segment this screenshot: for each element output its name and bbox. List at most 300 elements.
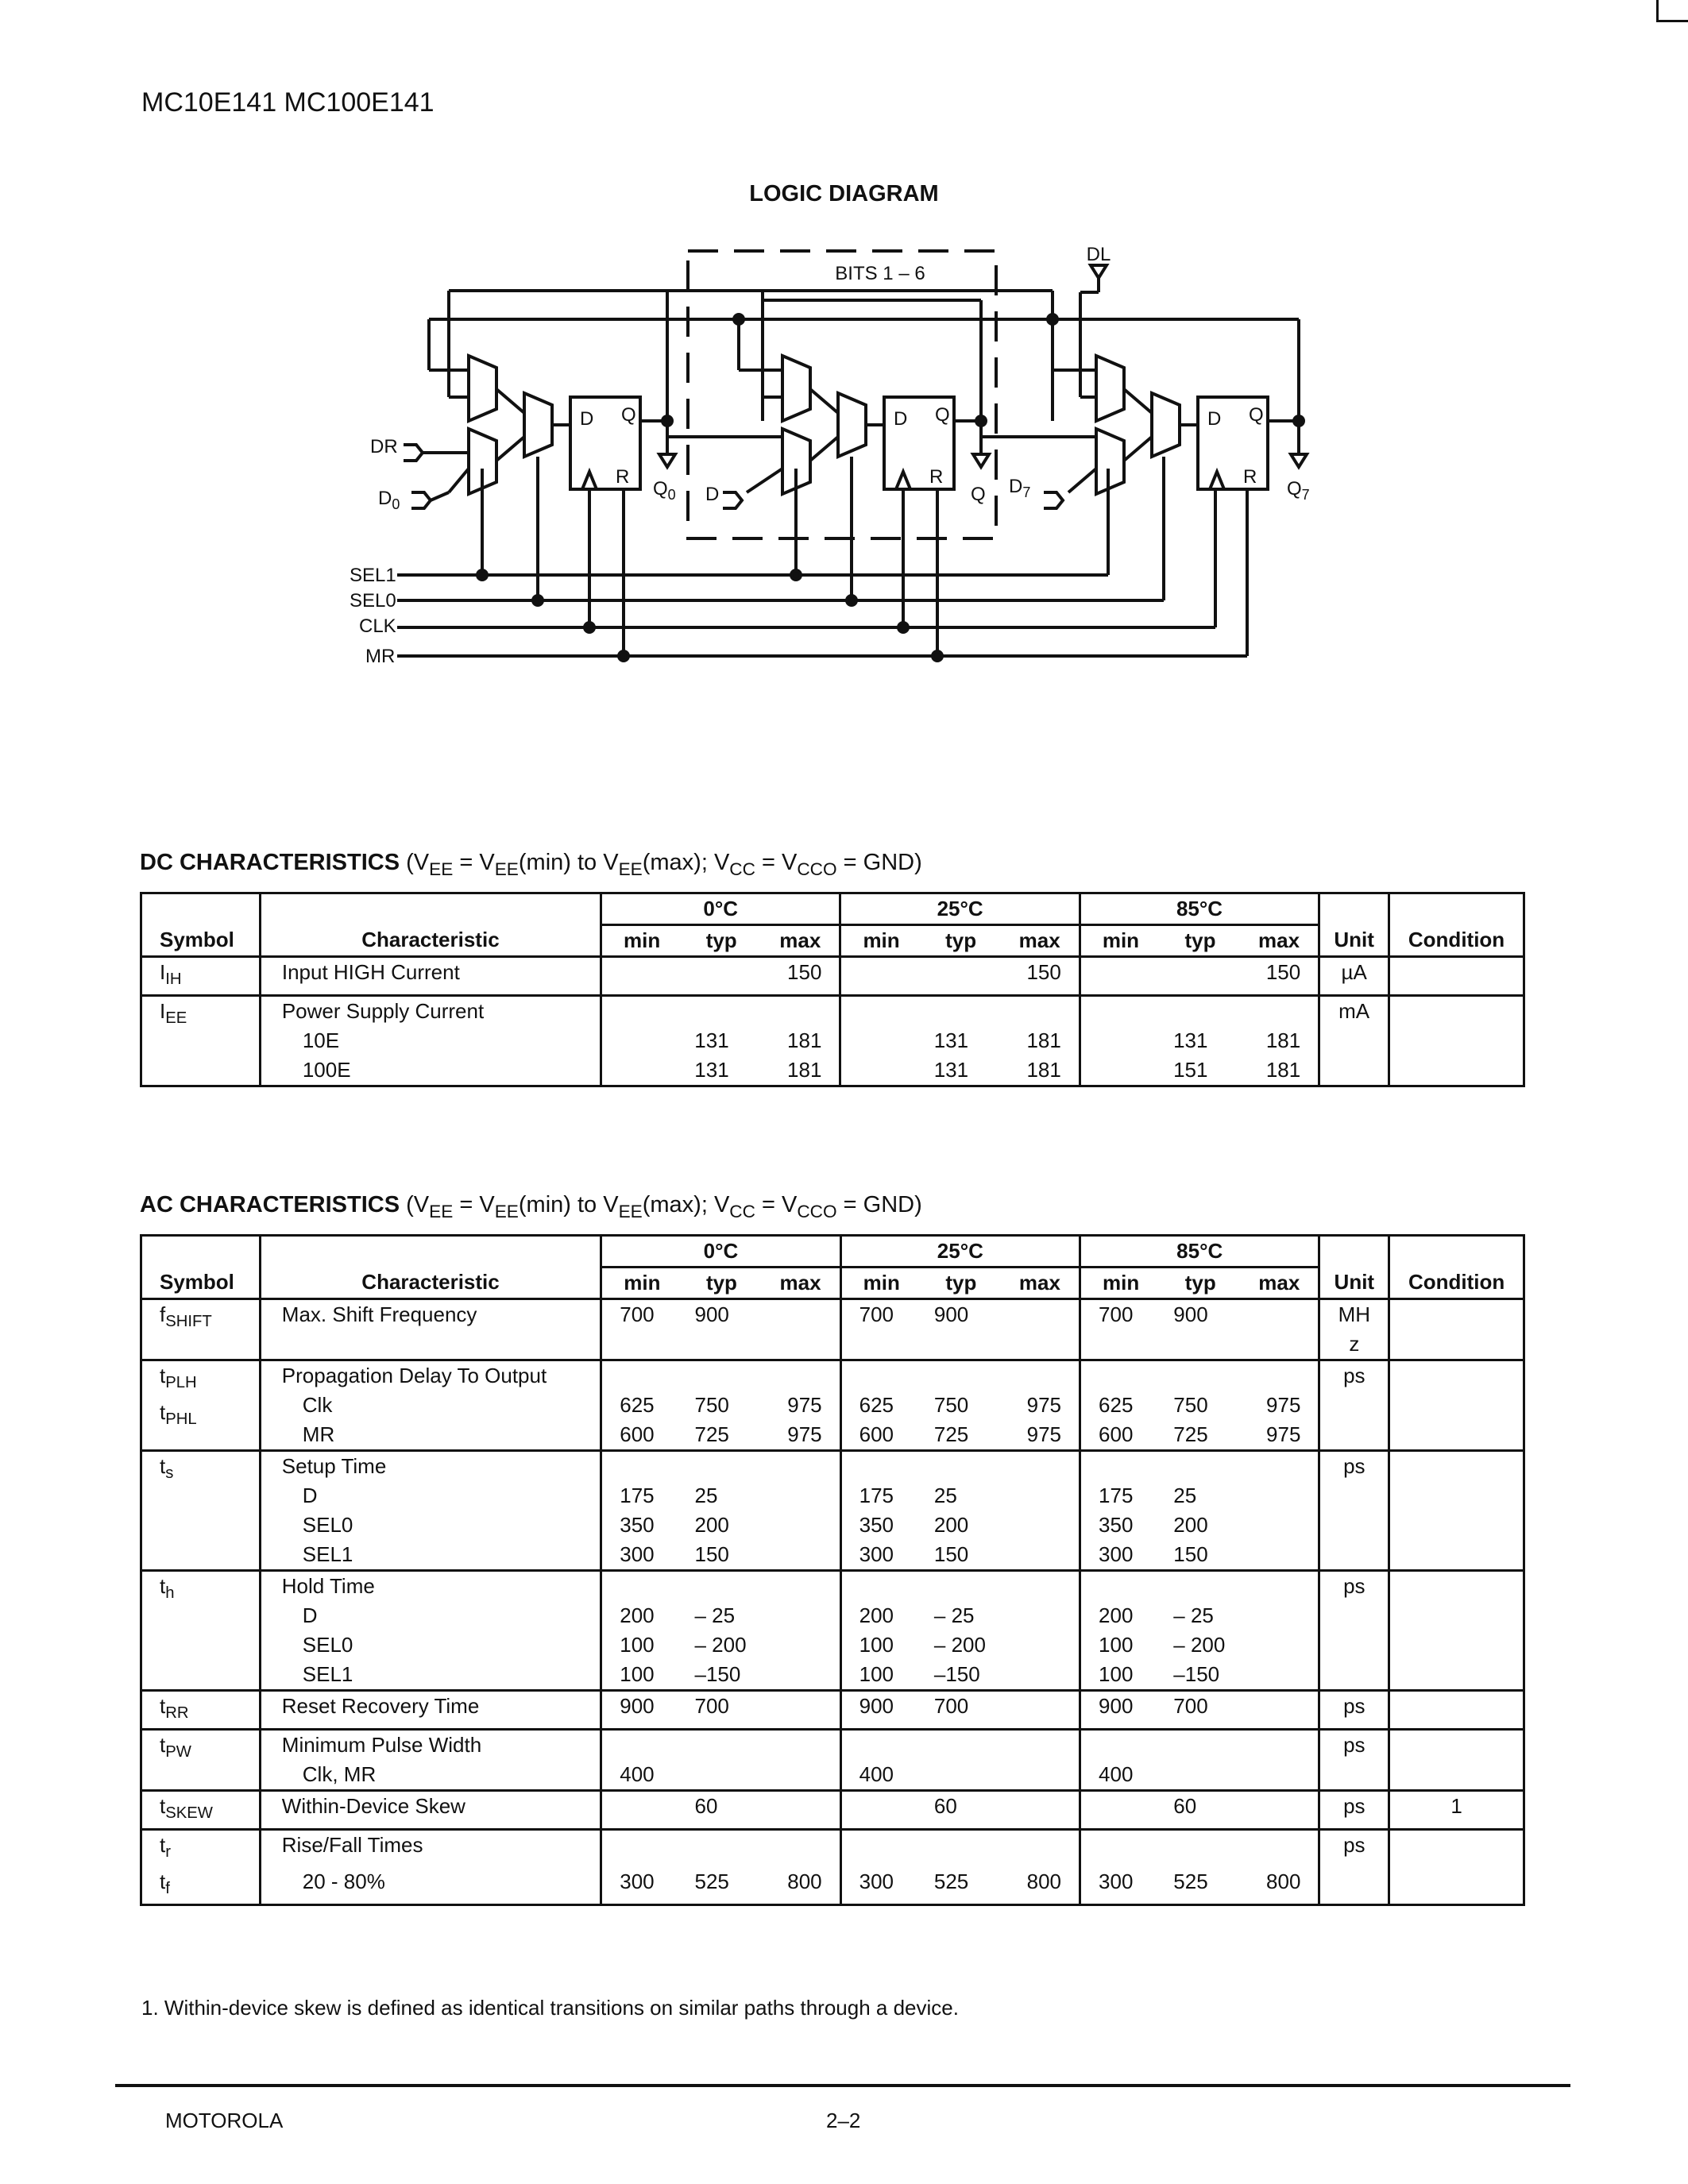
unit-cell: ps [1319, 1360, 1389, 1451]
value-typ [682, 957, 761, 996]
value-min [601, 1360, 682, 1391]
characteristic-cell: Power Supply Current [260, 996, 601, 1027]
value-min [601, 996, 682, 1027]
value-min [1080, 1571, 1161, 1602]
logic-diagram [0, 230, 1688, 691]
max-header: max [1000, 925, 1080, 957]
typ-header: typ [921, 925, 1001, 957]
value-min: 700 [1080, 1299, 1161, 1360]
characteristic-cell: D [260, 1601, 601, 1630]
value-max [1240, 1760, 1319, 1791]
value-typ [1161, 957, 1240, 996]
min-header: min [1080, 1268, 1161, 1299]
condition-cell [1389, 996, 1524, 1086]
value-typ: 60 [921, 1791, 1001, 1830]
characteristic-cell: Clk [260, 1391, 601, 1420]
value-typ [682, 1571, 762, 1602]
unit-cell: ps [1319, 1571, 1389, 1691]
value-min [840, 1730, 921, 1761]
dr-label: DR [370, 436, 398, 457]
value-typ [682, 1451, 762, 1482]
value-typ [682, 1760, 762, 1791]
value-typ: 200 [933, 1513, 969, 1537]
min-header: min [1080, 925, 1161, 957]
svg-text:Q: Q [1249, 404, 1264, 426]
unit-cell: µA [1319, 957, 1389, 996]
d7-input-icon [1044, 492, 1063, 508]
value-max: 181 [1000, 1055, 1080, 1086]
unit-cell: ps [1319, 1451, 1389, 1571]
table-row [141, 1867, 1524, 1905]
value-max [761, 1760, 840, 1791]
value-min [1080, 1730, 1161, 1761]
value-max: 800 [761, 1867, 840, 1905]
value-typ: 131 [694, 1028, 729, 1053]
value-max: 800 [1001, 1867, 1080, 1905]
value-typ: 200 [694, 1513, 729, 1537]
condition-cell [1389, 1730, 1524, 1791]
value-max [1001, 1760, 1080, 1791]
symbol: $I_{IH}$ [160, 960, 182, 989]
symbol-header: Symbol [141, 925, 261, 957]
dc-characteristics-table [140, 892, 1525, 1087]
mr-label: MR [365, 646, 396, 667]
value-max: 975 [1266, 1422, 1301, 1446]
value-typ [1161, 1760, 1240, 1791]
characteristic-cell: Clk, MR [260, 1760, 601, 1791]
svg-text:R: R [616, 466, 630, 488]
value-typ: – 25 [1173, 1603, 1214, 1627]
condition-header: Condition [1389, 1268, 1524, 1299]
value-min: 700 [601, 1299, 682, 1360]
unit-cell: ps [1319, 1830, 1389, 1905]
header-cell [1319, 1236, 1389, 1268]
d-label: D [705, 484, 720, 505]
symbol-cell [141, 1830, 261, 1905]
value-max [761, 1451, 840, 1482]
unit-cell: ps [1319, 1691, 1389, 1730]
value-max [761, 1540, 840, 1571]
symbol: $I_{EE}$ [160, 999, 187, 1028]
value-max: 975 [1026, 1393, 1062, 1417]
value-min: 300 [601, 1867, 682, 1905]
value-max [761, 1630, 840, 1660]
value-max [1240, 1571, 1319, 1602]
clk-label: CLK [359, 615, 396, 637]
characteristic-cell: Rise/Fall Times [260, 1830, 601, 1868]
value-max [761, 1360, 840, 1391]
value-min: 100 [601, 1660, 682, 1691]
value-max: 150 [1240, 957, 1319, 996]
value-typ: – 25 [694, 1603, 736, 1627]
value-max [1001, 1299, 1080, 1360]
value-min: 300 [601, 1540, 682, 1571]
table-row [141, 1451, 1524, 1482]
characteristic-header: Characteristic [260, 1268, 601, 1299]
unit-cell: mA [1319, 996, 1389, 1086]
characteristic-cell: Input HIGH Current [260, 957, 601, 996]
value-typ: 150 [1173, 1542, 1208, 1566]
value-max [1240, 996, 1319, 1027]
value-typ [921, 957, 1001, 996]
value-min: 175 [840, 1481, 921, 1511]
max-header: max [1001, 1268, 1080, 1299]
value-typ: 151 [1161, 1055, 1240, 1086]
value-typ: 131 [1173, 1028, 1208, 1053]
characteristic-cell: Max. Shift Frequency [260, 1299, 601, 1360]
value-min: 900 [1080, 1691, 1161, 1730]
value-max: 150 [761, 957, 840, 996]
table-row [141, 1630, 1524, 1660]
q0-label: $Q_0$ [653, 478, 676, 503]
value-typ [682, 1830, 762, 1868]
value-max [1240, 1540, 1319, 1571]
value-min [840, 1791, 921, 1830]
table-row [141, 1730, 1524, 1761]
value-min [840, 1571, 921, 1602]
value-typ: 25 [1173, 1484, 1197, 1507]
value-max [761, 1601, 840, 1630]
value-min: 350 [840, 1511, 921, 1540]
value-max: 181 [787, 1028, 822, 1053]
header-cell [1389, 1236, 1524, 1268]
value-min: 300 [840, 1867, 921, 1905]
value-max: 975 [787, 1393, 822, 1417]
typ-header: typ [1161, 925, 1240, 957]
value-typ: 900 [1161, 1299, 1240, 1360]
symbol-cell [141, 996, 261, 1086]
value-min [840, 1830, 921, 1868]
value-min [601, 957, 682, 996]
symbol: $t_f$ [160, 1870, 170, 1898]
value-max [1001, 1791, 1080, 1830]
value-max [1240, 1730, 1319, 1761]
value-max [1240, 1451, 1319, 1482]
value-max [761, 1511, 840, 1540]
page-corner-mark [1656, 0, 1688, 22]
value-min: 600 [601, 1420, 682, 1451]
characteristic-cell: Minimum Pulse Width [260, 1730, 601, 1761]
characteristic-cell: MR [260, 1420, 601, 1451]
value-typ: 60 [1161, 1791, 1240, 1830]
condition-cell: 1 [1389, 1791, 1524, 1830]
value-min: 900 [601, 1691, 682, 1730]
symbol-cell [141, 1571, 261, 1691]
value-min [601, 1830, 682, 1868]
symbol: $t_{PLH}$ [160, 1364, 197, 1392]
value-min [1080, 1791, 1161, 1830]
typ-header: typ [682, 925, 761, 957]
value-typ: 725 [933, 1422, 969, 1446]
value-max [1240, 1630, 1319, 1660]
value-typ: 25 [694, 1484, 718, 1507]
value-min [601, 1791, 682, 1830]
value-max [1001, 1691, 1080, 1730]
value-max [1001, 1360, 1080, 1391]
value-min [1080, 1451, 1161, 1482]
value-typ [921, 1760, 1001, 1791]
characteristic-cell: SEL1 [260, 1660, 601, 1691]
symbol: $t_{RR}$ [160, 1694, 189, 1723]
value-max: 181 [761, 1055, 840, 1086]
value-min: 175 [601, 1481, 682, 1511]
d0-input-icon [411, 492, 431, 508]
symbol-cell [141, 957, 261, 996]
characteristic-cell: SEL0 [260, 1511, 601, 1540]
value-max: 975 [787, 1422, 822, 1446]
value-min: 600 [1080, 1420, 1161, 1451]
d-input-icon [723, 492, 742, 508]
condition-header: Condition [1389, 925, 1524, 957]
value-min: 400 [840, 1760, 921, 1791]
value-typ: 525 [682, 1867, 762, 1905]
value-typ [921, 1451, 1001, 1482]
value-min: 300 [1080, 1867, 1161, 1905]
value-typ: 525 [921, 1867, 1001, 1905]
max-header: max [761, 925, 840, 957]
value-typ: –150 [1173, 1662, 1220, 1686]
typ-header: typ [1161, 1268, 1240, 1299]
value-min [1080, 957, 1161, 996]
value-typ: –150 [933, 1662, 980, 1686]
value-min: 300 [840, 1540, 921, 1571]
max-header: max [1240, 1268, 1319, 1299]
characteristic-cell: SEL0 [260, 1630, 601, 1660]
junction-dot [1048, 314, 1057, 324]
table-row [141, 996, 1524, 1027]
svg-text:R: R [1243, 466, 1257, 488]
value-max [761, 1571, 840, 1602]
value-min: 600 [840, 1420, 921, 1451]
svg-text:D: D [580, 408, 594, 430]
value-min: 300 [1080, 1540, 1161, 1571]
value-typ [921, 996, 1001, 1027]
table-row [141, 1760, 1524, 1791]
dl-label: DL [1086, 244, 1111, 265]
value-max [1001, 1511, 1080, 1540]
value-typ: – 200 [694, 1633, 747, 1657]
table-row [141, 957, 1524, 996]
value-max [1240, 1299, 1319, 1360]
value-typ [682, 1360, 762, 1391]
d7-label: $D_7$ [1009, 476, 1031, 500]
value-typ: – 25 [933, 1603, 975, 1627]
symbol: $t_s$ [160, 1454, 174, 1483]
header-cell [260, 893, 601, 925]
value-max [1001, 1730, 1080, 1761]
value-max: 181 [1026, 1028, 1061, 1053]
value-typ: 525 [1161, 1867, 1240, 1905]
header-cell [141, 893, 261, 925]
value-min: 100 [1080, 1630, 1161, 1660]
value-min: 400 [601, 1760, 682, 1791]
value-typ: 725 [694, 1422, 729, 1446]
value-min [601, 1730, 682, 1761]
value-min: 200 [601, 1601, 682, 1630]
value-max [1240, 1691, 1319, 1730]
value-max [1240, 1481, 1319, 1511]
value-typ: – 200 [1173, 1633, 1226, 1657]
value-max [1240, 1791, 1319, 1830]
table-row [141, 1540, 1524, 1571]
value-max [761, 1830, 840, 1868]
value-typ: 25 [933, 1484, 957, 1507]
value-typ [1161, 1451, 1240, 1482]
value-min [1080, 1055, 1161, 1086]
value-typ: 131 [682, 1055, 761, 1086]
value-min: 400 [1080, 1760, 1161, 1791]
value-max: 975 [1026, 1422, 1062, 1446]
value-typ [682, 1730, 762, 1761]
value-typ: 150 [694, 1542, 729, 1566]
value-min: 100 [1080, 1660, 1161, 1691]
symbol-cell [141, 1691, 261, 1730]
value-max [761, 1691, 840, 1730]
value-min [601, 1055, 682, 1086]
value-typ [1161, 996, 1240, 1027]
value-max [1001, 1571, 1080, 1602]
value-min [1080, 1360, 1161, 1391]
characteristic-cell: Reset Recovery Time [260, 1691, 601, 1730]
header-cell [260, 1236, 601, 1268]
symbol: $f_{SHIFT}$ [160, 1302, 212, 1331]
unit-header: Unit [1319, 925, 1389, 957]
value-typ [921, 1830, 1001, 1868]
condition-cell [1389, 1571, 1524, 1691]
value-max [1001, 1540, 1080, 1571]
condition-cell [1389, 957, 1524, 996]
value-max [761, 1791, 840, 1830]
value-min: 100 [601, 1630, 682, 1660]
value-min [1080, 1830, 1161, 1868]
value-typ: 150 [933, 1542, 969, 1566]
value-typ: – 200 [933, 1633, 986, 1657]
value-typ: 900 [921, 1299, 1001, 1360]
value-max [1001, 1601, 1080, 1630]
value-typ [1161, 1830, 1240, 1868]
value-typ [1161, 1360, 1240, 1391]
value-min [601, 1571, 682, 1602]
value-min [1080, 996, 1161, 1027]
value-typ: 131 [921, 1055, 1001, 1086]
value-typ: 700 [1161, 1691, 1240, 1730]
svg-text:R: R [929, 466, 944, 488]
value-typ [921, 1571, 1001, 1602]
value-typ: –150 [694, 1662, 741, 1686]
table-row [141, 1420, 1524, 1451]
value-typ: 200 [1173, 1513, 1208, 1537]
value-typ: 725 [1173, 1422, 1208, 1446]
value-max: 181 [1265, 1028, 1301, 1053]
value-min: 100 [840, 1660, 921, 1691]
characteristic-cell: Setup Time [260, 1451, 601, 1482]
temperature-header: 0°C [601, 893, 840, 925]
min-header: min [601, 925, 682, 957]
value-typ [1161, 1730, 1240, 1761]
value-min: 700 [840, 1299, 921, 1360]
condition-cell [1389, 1691, 1524, 1730]
symbol: $t_{SKEW}$ [160, 1794, 213, 1823]
value-max [1240, 1830, 1319, 1868]
symbol-cell [141, 1451, 261, 1571]
value-max: 800 [1240, 1867, 1319, 1905]
logic-diagram-title: LOGIC DIAGRAM [749, 181, 939, 206]
value-max [761, 1299, 840, 1360]
table-row [141, 1830, 1524, 1868]
value-min [840, 1055, 921, 1086]
value-max [1000, 996, 1080, 1027]
condition-cell [1389, 1451, 1524, 1571]
value-max: 181 [1240, 1055, 1319, 1086]
temperature-header: 85°C [1080, 1236, 1319, 1268]
characteristic-cell: Within-Device Skew [260, 1791, 601, 1830]
q-label: Q [971, 484, 986, 505]
value-min: 625 [1080, 1391, 1161, 1420]
symbol: $t_{PHL}$ [160, 1400, 197, 1429]
characteristic-cell: Hold Time [260, 1571, 601, 1602]
typ-header: typ [682, 1268, 762, 1299]
table-row [141, 1511, 1524, 1540]
value-min: 625 [840, 1391, 921, 1420]
value-typ [682, 996, 761, 1027]
characteristic-header: Characteristic [260, 925, 601, 957]
dl-input-icon [1091, 265, 1107, 278]
document-title: MC10E141 MC100E141 [141, 87, 435, 118]
value-max [761, 996, 840, 1027]
value-min: 200 [1080, 1601, 1161, 1630]
symbol: $t_h$ [160, 1574, 175, 1603]
value-max: 975 [1266, 1393, 1301, 1417]
table-row [141, 1791, 1524, 1830]
value-min: 200 [840, 1601, 921, 1630]
symbol-header: Symbol [141, 1268, 261, 1299]
value-max [1240, 1601, 1319, 1630]
condition-cell [1389, 1299, 1524, 1360]
symbol-cell [141, 1730, 261, 1791]
table-row [141, 1660, 1524, 1691]
value-min: 625 [601, 1391, 682, 1420]
symbol-cell [141, 1791, 261, 1830]
value-max [1240, 1660, 1319, 1691]
table-row [141, 1299, 1524, 1360]
value-min [840, 1026, 921, 1055]
value-typ: 900 [682, 1299, 762, 1360]
header-cell [141, 1236, 261, 1268]
min-header: min [840, 1268, 921, 1299]
table-row [141, 1691, 1524, 1730]
characteristic-cell: 10E [260, 1026, 601, 1055]
bits-label: BITS 1 – 6 [835, 263, 925, 284]
characteristic-cell: 20 - 80% [260, 1867, 601, 1905]
characteristic-cell: SEL1 [260, 1540, 601, 1571]
value-max [1001, 1830, 1080, 1868]
svg-text:Q: Q [935, 404, 950, 426]
table-row [141, 1391, 1524, 1420]
table-row [141, 1360, 1524, 1391]
value-max [1001, 1660, 1080, 1691]
unit-cell: ps [1319, 1730, 1389, 1791]
value-typ [921, 1730, 1001, 1761]
value-typ: 60 [682, 1791, 762, 1830]
value-typ: 700 [921, 1691, 1001, 1730]
dr-input-icon [404, 445, 423, 461]
characteristic-cell: 100E [260, 1055, 601, 1086]
stage-bits1-6 [667, 300, 989, 494]
header-cell [1389, 893, 1524, 925]
value-min [840, 1360, 921, 1391]
value-min [840, 1451, 921, 1482]
svg-text:Q: Q [621, 404, 636, 426]
